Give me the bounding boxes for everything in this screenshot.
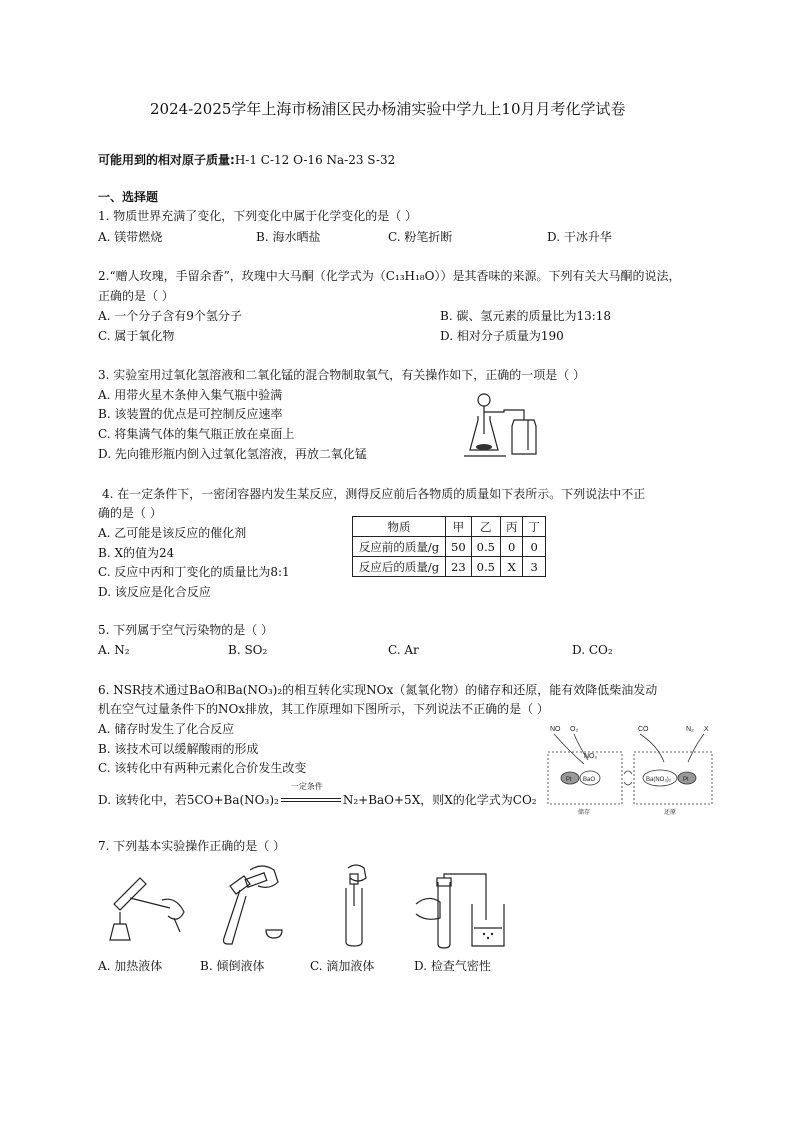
q1-option-c: C. 粉笔折断 <box>388 230 453 244</box>
q2-stem-line1: 2.“赠人玫瑰，手留余香”，玫瑰中大马酮（化学式为（C₁₃H₁₈O））是其香味的来源。下列有关大马酮的说法， <box>98 269 681 283</box>
mass-data-table <box>352 516 546 577</box>
dropping-liquid-figure <box>330 862 380 948</box>
q3-option-d: D. 先向锥形瓶内倒入过氧化氢溶液，再放二氧化锰 <box>98 447 367 461</box>
q6-option-a: A. 储存时发生了化合反应 <box>98 722 235 736</box>
q4-option-a: A. 乙可能是该反应的催化剂 <box>98 526 247 540</box>
q1-option-a: A. 镁带燃烧 <box>98 230 163 244</box>
q3-option-c: C. 将集满气体的集气瓶正放在桌面上 <box>98 427 295 441</box>
q6-option-d <box>98 782 537 808</box>
table-cell: 3 <box>523 557 546 577</box>
table-cell: 0.5 <box>471 557 500 577</box>
q4-option-b: B. X的值为24 <box>98 546 175 560</box>
q4-stem-line1: 4. 在一定条件下，一密闭容器内发生某反应，测得反应前后各物质的质量如下表所示。下列说法中不正 <box>102 487 646 501</box>
table-cell: 0 <box>500 537 523 557</box>
table-cell: 反应前的质量/g <box>353 537 446 557</box>
table-cell: 23 <box>446 557 472 577</box>
table-cell: X <box>500 557 523 577</box>
oxygen-apparatus-figure <box>462 390 562 462</box>
label-bao: BaO <box>583 777 596 783</box>
q7-option-c: C. 滴加液体 <box>310 959 375 973</box>
q3-option-b: B. 该装置的优点是可控制反应速率 <box>98 407 283 421</box>
label-n2: N₂ <box>686 726 694 733</box>
q6-option-c: C. 该转化中有两种元素化合价发生改变 <box>98 761 307 775</box>
equals-sign <box>281 798 341 802</box>
q2-stem-line2: 正确的是（ ） <box>98 289 174 303</box>
table-cell: 0.5 <box>471 537 500 557</box>
label-reduce: 还原 <box>664 810 677 816</box>
label-x: X <box>704 726 709 733</box>
q6-option-d-pre: D. 该转化中，若5CO+Ba(NO₃)₂ <box>98 793 279 807</box>
q4-option-d: D. 该反应是化合反应 <box>98 585 211 599</box>
q2-option-d: D. 相对分子质量为190 <box>440 329 564 343</box>
q6-option-b: B. 该技术可以缓解酸雨的形成 <box>98 742 259 756</box>
q6-option-d-post: N₂+BaO+5X，则X的化学式为CO₂ <box>342 793 537 807</box>
q3-option-a: A. 用带火星木条伸入集气瓶中验满 <box>98 388 283 402</box>
q4-stem-line2: 确的是（ ） <box>98 506 162 520</box>
q5-stem: 5. 下列属于空气污染物的是（ ） <box>98 623 274 637</box>
q2-option-a: A. 一个分子含有9个氢分子 <box>98 309 242 323</box>
table-cell: 反应后的质量/g <box>353 557 446 577</box>
label-bano32: Ba(NO₃)₂ <box>646 777 672 783</box>
page-title: 2024-2025学年上海市杨浦区民办杨浦实验中学九上10月月考化学试卷 <box>150 100 626 118</box>
table-header-row <box>353 517 546 537</box>
q2-option-c: C. 属于氧化物 <box>98 329 175 343</box>
q5-option-d: D. CO₂ <box>572 643 613 657</box>
label-co: CO <box>638 726 649 733</box>
table-row <box>353 537 546 557</box>
q1-option-d: D. 干冰升华 <box>547 230 612 244</box>
q5-option-c: C. Ar <box>388 643 419 657</box>
pouring-liquid-figure <box>200 862 290 948</box>
q5-option-b: B. SO₂ <box>228 643 268 657</box>
q2-option-b: B. 碳、氢元素的质量比为13:18 <box>440 309 612 323</box>
label-store: 储存 <box>578 810 591 816</box>
nsr-diagram <box>540 722 720 818</box>
label-pt-left: Pt <box>566 777 572 783</box>
q1-stem: 1. 物质世界充满了变化，下列变化中属于化学变化的是（ ） <box>98 209 418 223</box>
label-pt-right: Pt <box>683 777 689 783</box>
table-cell: 50 <box>446 537 472 557</box>
q7-option-b: B. 倾倒液体 <box>200 959 265 973</box>
q6-stem-line2: 机在空气过量条件下的NOx排放，其工作原理如下图所示，下列说法不正确的是（ ） <box>98 702 549 716</box>
table-cell: 乙 <box>471 517 500 537</box>
reaction-condition-arrow <box>279 782 343 808</box>
table-cell: 丙 <box>500 517 523 537</box>
table-cell: 丁 <box>523 517 546 537</box>
heating-liquid-figure <box>100 868 190 948</box>
q4-option-c: C. 反应中丙和丁变化的质量比为8:1 <box>98 565 290 579</box>
section-heading: 一、选择题 <box>98 190 159 204</box>
atomic-mass-line <box>98 152 395 168</box>
q3-stem: 3. 实验室用过氧化氢溶液和二氧化锰的混合物制取氧气，有关操作如下，正确的一项是（ ） <box>98 368 586 382</box>
table-row <box>353 557 546 577</box>
label-no: NO <box>550 726 561 733</box>
reaction-condition-label: 一定条件 <box>290 782 323 791</box>
table-cell: 0 <box>523 537 546 557</box>
q7-option-d: D. 检查气密性 <box>414 959 491 973</box>
atomic-mass-label: 可能用到的相对原子质量: <box>98 153 235 167</box>
q5-option-a: A. N₂ <box>98 643 130 657</box>
q6-stem-line1: 6. NSR技术通过BaO和Ba(NO₃)₂的相互转化实现NOx（氮氧化物）的储存和还原，能有效降低柴油发动 <box>98 683 658 697</box>
q7-option-a: A. 加热液体 <box>98 959 163 973</box>
table-cell: 物质 <box>353 517 446 537</box>
label-o2: O₂ <box>570 726 579 733</box>
label-no2: NO₂ <box>584 753 598 760</box>
q1-option-b: B. 海水晒盐 <box>256 230 321 244</box>
airtightness-check-figure <box>410 874 510 948</box>
atomic-mass-values: H-1 C-12 O-16 Na-23 S-32 <box>234 153 396 167</box>
q7-stem: 7. 下列基本实验操作正确的是（ ） <box>98 839 286 853</box>
table-cell: 甲 <box>446 517 472 537</box>
